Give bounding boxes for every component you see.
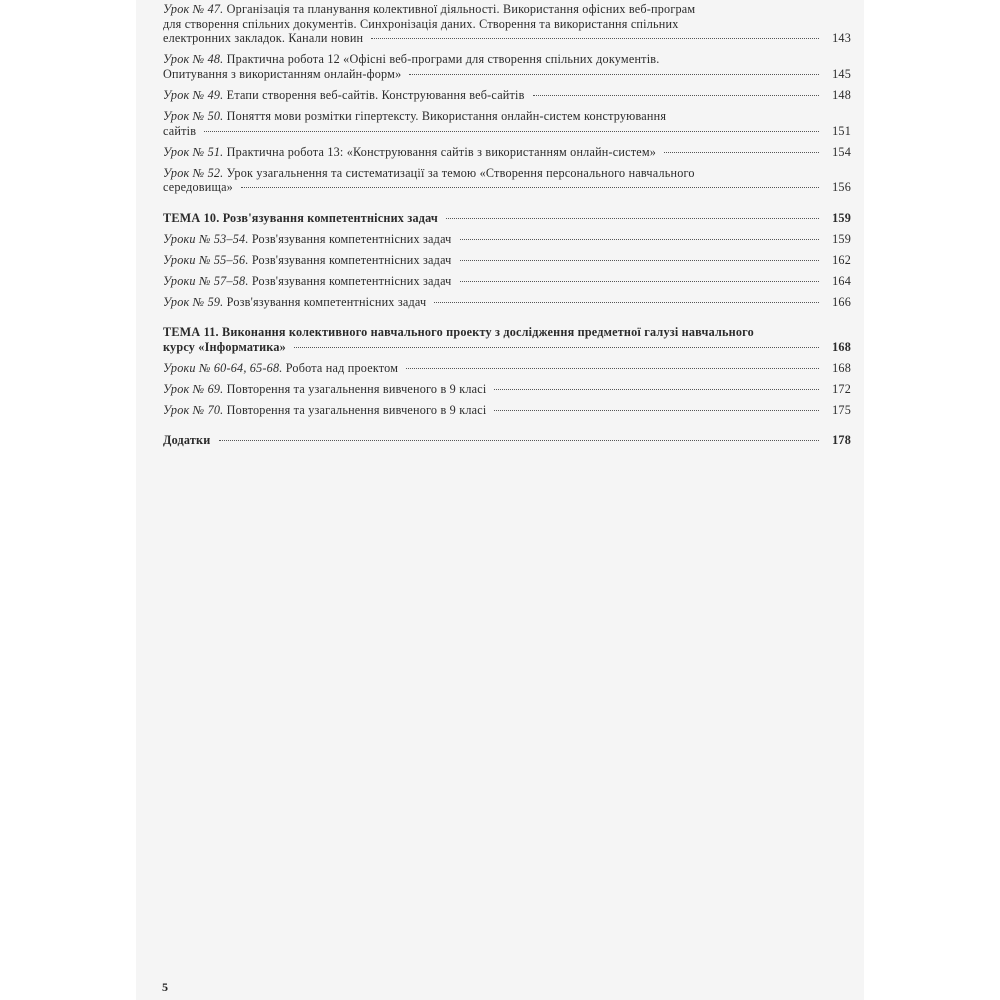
lesson-number: Урок № 52. [163,165,224,180]
toc-entry-last-line [163,124,851,139]
lesson-number: Уроки № 60-64, 65-68. [163,360,283,375]
page-number: 175 [832,402,851,417]
page-number: 143 [832,31,851,46]
page-number: 162 [832,252,851,267]
toc-entry-last-line [163,253,851,268]
dot-leader [409,74,819,75]
toc-entry-lesson-52[interactable] [163,166,851,195]
page-number: 151 [832,123,851,138]
lesson-heading [163,145,656,160]
lesson-title: Розв'язування компетентнісних задач [248,252,452,267]
lesson-number: Урок № 51. [163,144,224,159]
lesson-title-continued: сайтів [163,123,197,138]
lesson-title: Розв'язування компетентнісних задач [248,273,452,288]
toc-entry-last-line [163,295,851,310]
lesson-number: Урок № 48. [163,52,224,67]
page-number: 164 [832,273,851,288]
page-number: 159 [832,231,851,246]
lesson-number: Уроки № 55–56. [163,252,249,267]
toc-entry-appendix[interactable] [163,433,851,448]
lesson-title-continued: електронних закладок. Канали новин [163,31,364,46]
dot-leader [494,410,819,411]
dot-leader [460,239,819,240]
toc-entry-lesson-47[interactable] [163,2,851,46]
toc-entry-lessons-57-58[interactable] [163,274,851,289]
page-number: 154 [832,144,851,159]
page-number: 172 [832,381,851,396]
toc-entry-lesson-49[interactable] [163,88,851,103]
page-number: 178 [832,432,851,447]
toc-entry-line [163,2,851,17]
lesson-title: Урок узагальнення та систематизації за темою «Створення персонального навчального [223,165,695,180]
topic-title-continued: курсу «Інформатика» [163,339,286,354]
toc-entry-lesson-70[interactable] [163,403,851,418]
lesson-title: Розв'язування компетентнісних задач [248,231,452,246]
toc-entry-line [163,109,851,124]
lesson-title: Повторення та узагальнення вивченого в 9 класі [223,402,487,417]
lesson-title: Поняття мови розмітки гіпертексту. Використання онлайн-систем конструювання [223,109,667,124]
toc-entry-last-line [163,340,851,355]
lesson-number: Урок № 69. [163,381,224,396]
lesson-number: Уроки № 53–54. [163,231,249,246]
lesson-number: Урок № 70. [163,402,224,417]
lesson-heading [163,253,452,268]
section-gap [163,316,851,325]
section-gap [163,424,851,433]
toc-entry-last-line [163,403,851,418]
lesson-title-continued: для створення спільних документів. Синхронізація даних. Створення та використання спільних [163,16,679,31]
lesson-heading [163,403,486,418]
dot-leader [294,347,819,348]
toc-entry-last-line [163,88,851,103]
toc-entry-last-line [163,145,851,160]
toc-entry-last-line [163,67,851,82]
dot-leader [371,38,819,39]
dot-leader [494,389,819,390]
toc-entry-last-line [163,232,851,247]
toc-entry-topic-10[interactable] [163,211,851,226]
toc-entry-lesson-59[interactable] [163,295,851,310]
lesson-number: Урок № 49. [163,87,224,102]
lesson-heading [163,274,452,289]
lesson-title: Робота над проектом [282,360,399,375]
toc-entry-lesson-69[interactable] [163,382,851,397]
lesson-title: Розв'язування компетентнісних задач [223,294,427,309]
page-number: 145 [832,66,851,81]
toc-entry-topic-11[interactable] [163,325,851,354]
toc-entry-last-line [163,31,851,46]
dot-leader [406,368,819,369]
page-number: 168 [832,339,851,354]
toc-entry-last-line [163,433,851,448]
toc-entry-line [163,52,851,67]
topic-title: ТЕМА 10. Розв'язування компетентнісних задач [163,210,438,225]
lesson-number: Уроки № 57–58. [163,273,249,288]
book-page [136,0,864,1000]
lesson-title-continued: середовища» [163,180,233,195]
dot-leader [460,281,819,282]
dot-leader [219,440,819,441]
toc-entry-lesson-48[interactable] [163,52,851,81]
lesson-heading [163,382,486,397]
toc-entry-lesson-50[interactable] [163,109,851,138]
toc-entry-lessons-53-54[interactable] [163,232,851,247]
toc-entry-last-line [163,382,851,397]
toc-entry-lessons-60-68[interactable] [163,361,851,376]
dot-leader [446,218,819,219]
toc-entry-line [163,166,851,181]
dot-leader [664,152,819,153]
page-number: 166 [832,294,851,309]
lesson-heading [163,361,398,376]
footer-page-number: 5 [162,980,168,994]
lesson-number: Урок № 59. [163,294,224,309]
toc-entry-last-line [163,180,851,195]
lesson-heading [163,295,426,310]
lesson-title: Організація та планування колективної діяльності. Використання офісних веб-програм [223,2,696,16]
dot-leader [533,95,819,96]
toc-entry-lesson-51[interactable] [163,145,851,160]
lesson-heading [163,88,525,103]
appendix-title: Додатки [163,432,211,447]
dot-leader [241,187,819,188]
table-of-contents [163,2,851,454]
toc-entry-lessons-55-56[interactable] [163,253,851,268]
dot-leader [460,260,819,261]
toc-entry-last-line [163,274,851,289]
page-number: 159 [832,210,851,225]
page-number: 168 [832,360,851,375]
lesson-title: Практична робота 12 «Офісні веб-програми для створення спільних документів. [223,52,660,67]
lesson-number: Урок № 47. [163,2,224,16]
toc-entry-last-line [163,361,851,376]
topic-title: ТЕМА 11. Виконання колективного навчального проекту з дослідження предметної галузі навчального [163,325,754,339]
lesson-title: Повторення та узагальнення вивченого в 9 класі [223,381,487,396]
page-number: 156 [832,180,851,195]
dot-leader [434,302,819,303]
section-gap [163,202,851,211]
page-number: 148 [832,87,851,102]
lesson-number: Урок № 50. [163,109,224,124]
lesson-title-continued: Опитування з використанням онлайн-форм» [163,66,402,81]
lesson-title: Етапи створення веб-сайтів. Конструювання веб-сайтів [223,87,525,102]
dot-leader [204,131,819,132]
lesson-title: Практична робота 13: «Конструювання сайтів з використанням онлайн-систем» [223,144,657,159]
lesson-heading [163,232,452,247]
toc-entry-last-line [163,211,851,226]
